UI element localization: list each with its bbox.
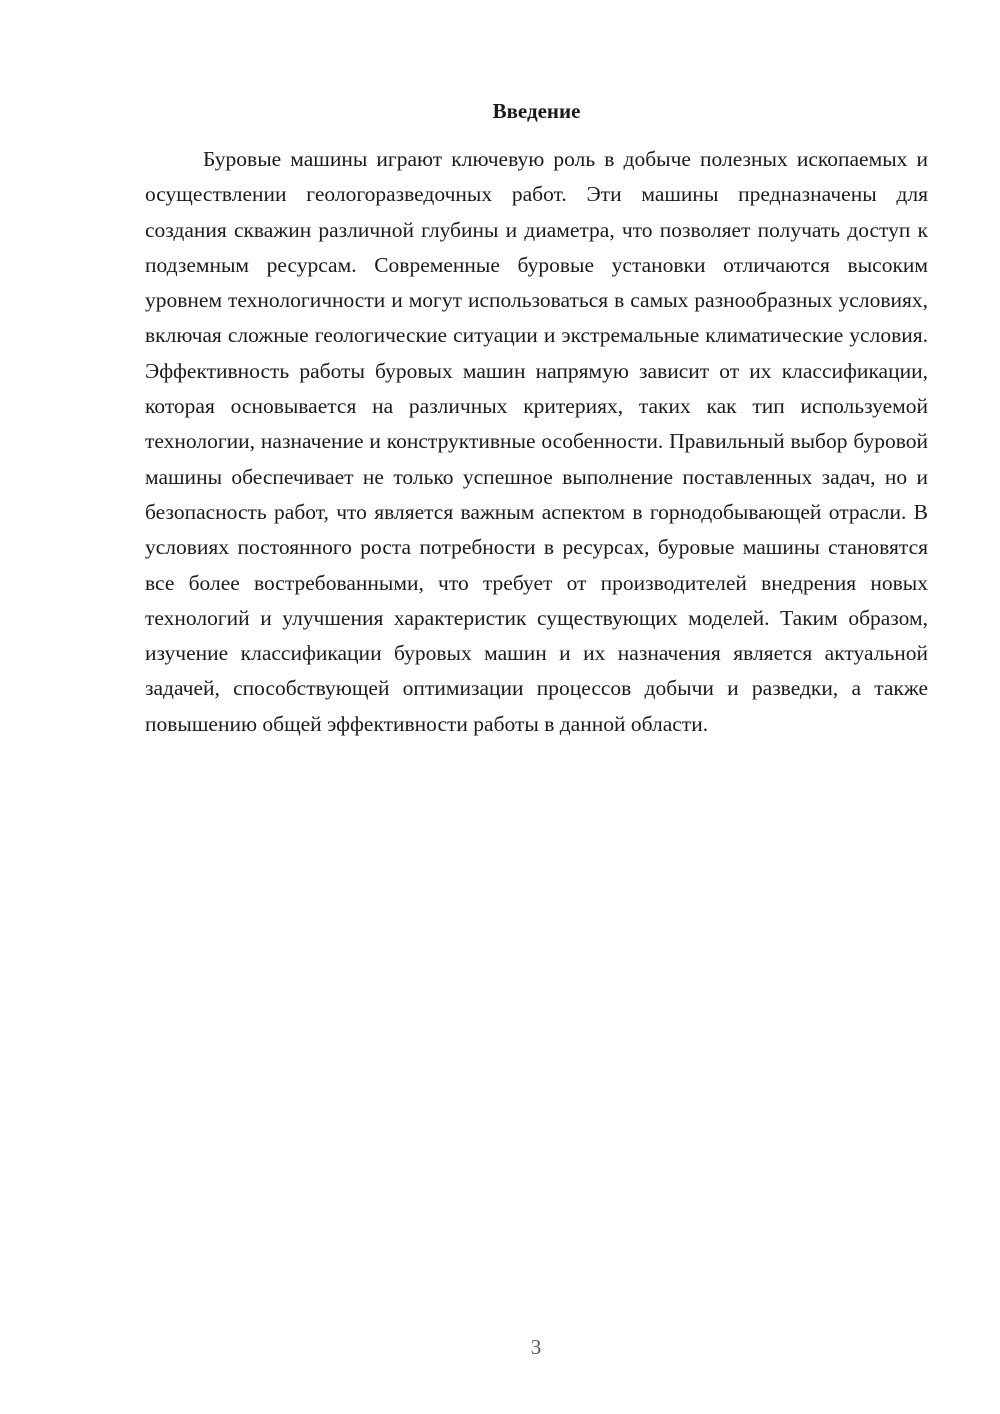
section-heading: Введение — [492, 99, 581, 123]
page-number: 3 — [530, 1335, 542, 1359]
body-paragraph: Буровые машины играют ключевую роль в добыче полезных ископаемых и осуществлении геологоразведочных работ. Эти машины предназначены для создания скважин различной глубины и диаметра, что позволяет получать доступ к подземным ресурсам. Современные буровые установки отличаются высоким уровнем технологичности и могут использоваться в самых разнообразных условиях, включая сложные геологические ситуации и экстремальные климатические условия. Эффективность работы буровых машин напрямую зависит от их классификации, которая основывается на различных критериях, таких как тип используемой технологии, назначение и конструктивные особенности. Правильный выбор буровой машины обеспечивает не только успешное выполнение поставленных задач, но и безопасность работ, что является важным аспектом в горнодобывающей отрасли. В условиях постоянного роста потребности в ресурсах, буровые машины становятся все более востребованными, что требует от производителей внедрения новых технологий и улучшения характеристик существующих моделей. Таким образом, изучение классификации буровых машин и их назначения является актуальной задачей, способствующей оптимизации процессов добычи и разведки, а также повышению общей эффективности работы в данной области. — [145, 147, 928, 736]
